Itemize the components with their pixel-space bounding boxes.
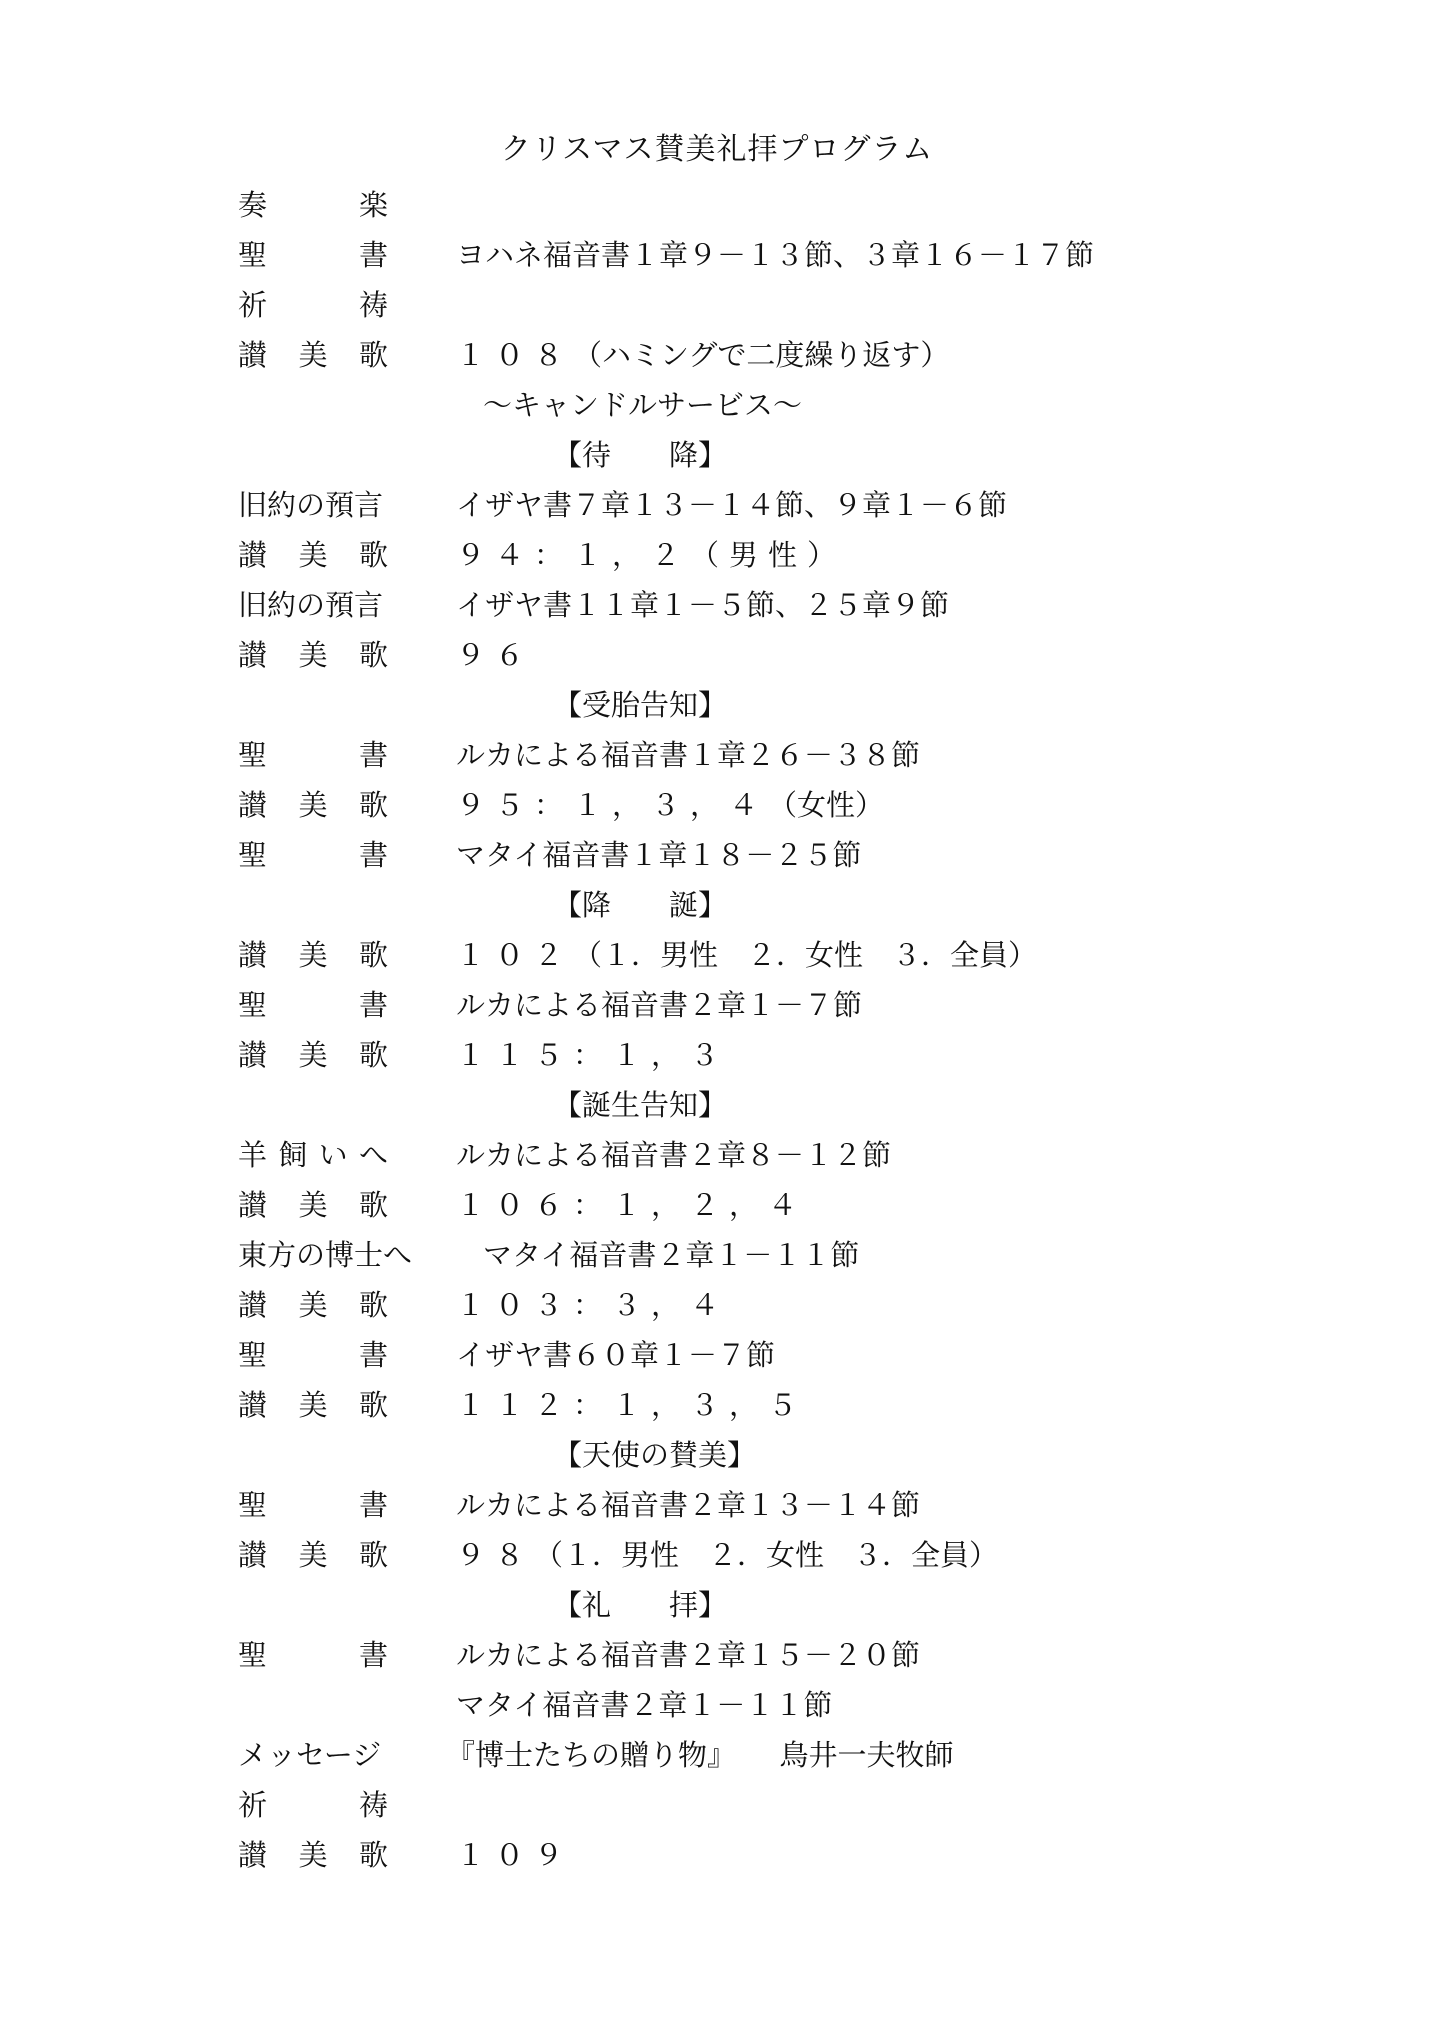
- program-line: [238, 630, 1338, 680]
- program-line: [238, 1180, 1338, 1230]
- item-label: 東方の博士へ: [238, 1238, 413, 1272]
- program-line: [238, 1330, 1338, 1380]
- item-label: メッセージ: [238, 1738, 382, 1772]
- program-line: [238, 1230, 1338, 1280]
- item-value: １０９: [456, 1838, 574, 1872]
- program-line: [238, 380, 1338, 430]
- item-value: マタイ福音書２章１－１１節: [483, 1238, 860, 1272]
- item-value: ９４：１，２（男性）: [456, 538, 847, 572]
- program-line: [238, 230, 1338, 280]
- item-label: 聖 書: [238, 1338, 388, 1372]
- item-label: 祈 祷: [238, 288, 388, 322]
- program-line: [238, 1130, 1338, 1180]
- program-line: [238, 730, 1338, 780]
- program-line: [238, 1080, 1338, 1130]
- section-heading: 【待 降】: [553, 438, 728, 472]
- section-heading: 【天使の賛美】: [553, 1438, 757, 1472]
- item-label: 奏 楽: [238, 188, 388, 222]
- item-label: 讃 美 歌: [238, 1188, 388, 1222]
- item-value: ヨハネ福音書１章９－１３節、３章１６－１７節: [456, 238, 1095, 272]
- item-value: マタイ福音書１章１８－２５節: [456, 838, 862, 872]
- item-value: イザヤ書１１章１－５節、２５章９節: [456, 588, 950, 622]
- item-label: 讃 美 歌: [238, 938, 388, 972]
- item-label: 讃 美 歌: [238, 1038, 388, 1072]
- sub-heading: ～キャンドルサービス～: [483, 388, 803, 422]
- program-line: [238, 480, 1338, 530]
- program-line: [238, 580, 1338, 630]
- item-label: 旧約の預言: [238, 588, 384, 622]
- item-value: １０２（１．男性 ２．女性 ３．全員）: [456, 938, 1038, 972]
- program-line: [238, 430, 1338, 480]
- program-line: [238, 1430, 1338, 1480]
- item-value: ルカによる福音書２章８－１２節: [456, 1138, 892, 1172]
- program-line: [238, 780, 1338, 830]
- item-label: 祈 祷: [238, 1788, 388, 1822]
- item-label: 讃 美 歌: [238, 1288, 388, 1322]
- program-line: [238, 280, 1338, 330]
- program-line: [238, 1630, 1338, 1680]
- item-value: 『博士たちの贈り物』 鳥井一夫牧師: [446, 1738, 954, 1772]
- item-label: 旧約の預言: [238, 488, 384, 522]
- item-label: 讃 美 歌: [238, 1388, 388, 1422]
- item-value: １０３：３，４: [456, 1288, 730, 1322]
- section-heading: 【礼 拝】: [553, 1588, 728, 1622]
- item-value: ルカによる福音書１章２６－３８節: [456, 738, 921, 772]
- item-value: マタイ福音書２章１－１１節: [456, 1688, 833, 1722]
- program-line: [238, 1730, 1338, 1780]
- program-line: [238, 330, 1338, 380]
- item-value: ルカによる福音書２章１３－１４節: [456, 1488, 921, 1522]
- item-value: ９６: [456, 638, 535, 672]
- section-heading: 【降 誕】: [553, 888, 728, 922]
- program-line: [238, 1380, 1338, 1430]
- item-value: １１２：１，３，５: [456, 1388, 808, 1422]
- program-line: [238, 680, 1338, 730]
- item-label: 聖 書: [238, 838, 388, 872]
- section-heading: 【誕生告知】: [553, 1088, 728, 1122]
- program-line: [238, 1830, 1338, 1880]
- program-line: [238, 830, 1338, 880]
- item-label: 讃 美 歌: [238, 338, 388, 372]
- item-value: イザヤ書６０章１－７節: [456, 1338, 776, 1372]
- page-title: クリスマス賛美礼拝プログラム: [500, 132, 934, 167]
- item-value: １０８（ハミングで二度繰り返す）: [456, 338, 950, 372]
- program-line: [238, 930, 1338, 980]
- item-label: 讃 美 歌: [238, 1838, 388, 1872]
- program-line: [238, 1530, 1338, 1580]
- item-value: イザヤ書７章１３－１４節、９章１－６節: [456, 488, 1008, 522]
- program-line: [238, 1280, 1338, 1330]
- program-line: [238, 1030, 1338, 1080]
- item-label: 羊 飼 い へ: [238, 1138, 388, 1172]
- section-heading: 【受胎告知】: [553, 688, 728, 722]
- item-value: ルカによる福音書２章１－７節: [456, 988, 863, 1022]
- item-label: 聖 書: [238, 988, 388, 1022]
- program-line: [238, 880, 1338, 930]
- item-value: ９５：１，３，４（女性）: [456, 788, 885, 822]
- item-value: ルカによる福音書２章１５－２０節: [456, 1638, 921, 1672]
- program-line: [238, 1480, 1338, 1530]
- item-label: 聖 書: [238, 238, 388, 272]
- program-line: [238, 530, 1338, 580]
- item-label: 聖 書: [238, 738, 388, 772]
- program-line: [238, 180, 1338, 230]
- item-label: 讃 美 歌: [238, 638, 388, 672]
- program-line: [238, 980, 1338, 1030]
- program-line: [238, 1780, 1338, 1830]
- program-list: [238, 180, 1338, 1880]
- item-value: １１５：１，３: [456, 1038, 730, 1072]
- program-line: [238, 1680, 1338, 1730]
- item-value: ９８（１．男性 ２．女性 ３．全員）: [456, 1538, 999, 1572]
- item-label: 聖 書: [238, 1488, 388, 1522]
- item-label: 讃 美 歌: [238, 538, 388, 572]
- program-line: [238, 1580, 1338, 1630]
- item-label: 讃 美 歌: [238, 1538, 388, 1572]
- item-value: １０６：１，２，４: [456, 1188, 808, 1222]
- item-label: 聖 書: [238, 1638, 388, 1672]
- item-label: 讃 美 歌: [238, 788, 388, 822]
